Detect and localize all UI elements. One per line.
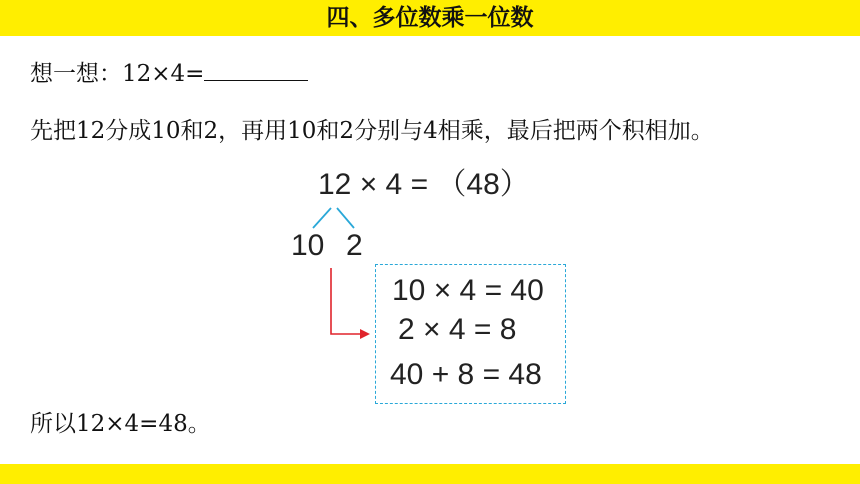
arrow-line [331,268,360,334]
step-3: 40 + 8 = 48 [390,358,542,391]
conclusion-text: 所以12×4=48。 [30,411,211,437]
split-part-2: 2 [346,229,363,262]
arrow-head [360,329,370,339]
main-equation: 12 × 4 = （48） [318,168,530,201]
instruction-text: 先把12分成10和2，再用10和2分别与4相乘，最后把两个积相加。 [30,118,714,144]
think-prompt-label: 想一想：12×4= [30,61,205,87]
answer-blank [204,58,308,81]
footer-bar [0,464,860,484]
step-2: 2 × 4 = 8 [398,313,517,346]
branch-line-right [337,208,354,228]
page-title: 四、多位数乘一位数 [326,5,534,31]
split-part-10: 10 [291,229,325,262]
step-1: 10 × 4 = 40 [392,274,544,307]
branch-line-left [313,208,331,228]
think-prompt [30,58,308,89]
